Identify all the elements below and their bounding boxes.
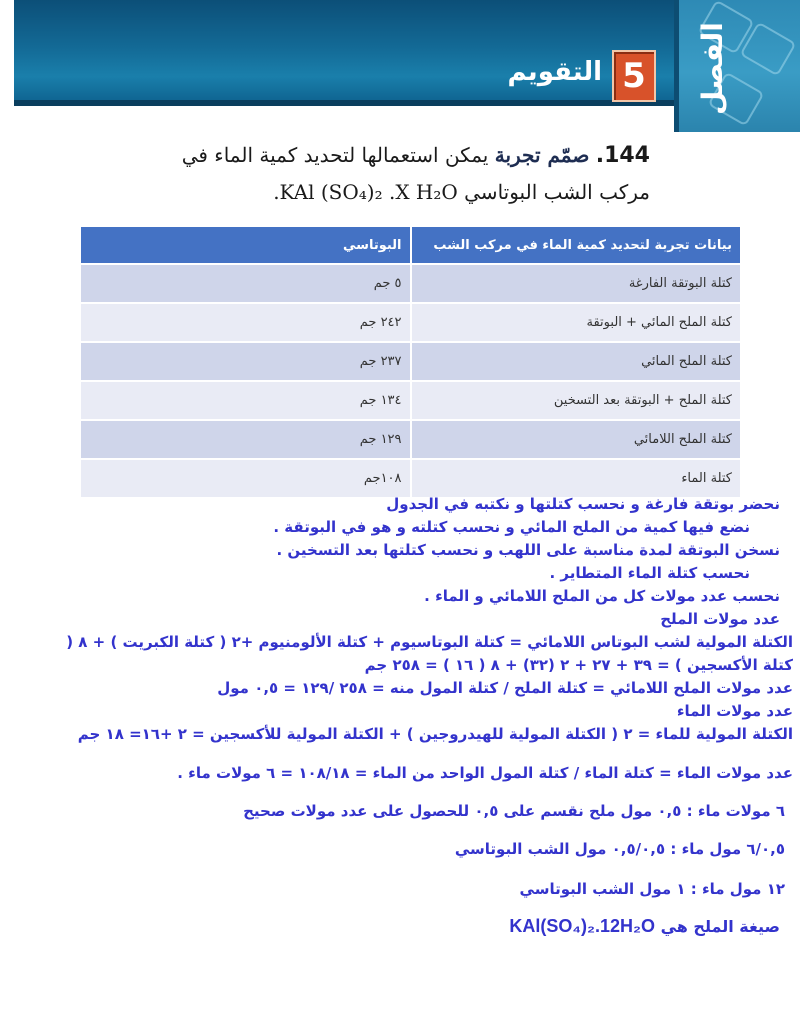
table-header-cell: البوتاسي <box>81 227 411 264</box>
table-cell-value: ٥ جم <box>81 264 411 303</box>
table-cell-value: ١٣٤ جم <box>81 381 411 420</box>
answer-line: عدد مولات الملح اللامائي = كتلة الملح / كتلة المول منه = ٢٥٨ /١٢٩ = ٠,٥ مول <box>217 679 793 697</box>
answer-line: عدد مولات الماء <box>676 702 793 720</box>
answer-line: نحضر بوتقة فارغة و نحسب كتلتها و نكتبه في الجدول <box>386 495 780 513</box>
formula-label: صيغة الملح هي <box>660 917 780 936</box>
answer-line: عدد مولات الماء = كتلة الماء / كتلة المول الواحد من الماء = ١٠٨/١٨ = ٦ مولات ماء . <box>177 764 793 782</box>
formula-line <box>509 912 780 941</box>
table-cell-label: كتلة الملح + البوتقة بعد التسخين <box>411 381 740 420</box>
table-cell-value: ٢٤٢ جم <box>81 303 411 342</box>
formula-text: KAl(SO₄)₂.12H₂O <box>509 916 655 936</box>
table-cell-value: ١٢٩ جم <box>81 420 411 459</box>
answer-line: ٦ مولات ماء : ٠,٥ مول ملح نقسم على ٠,٥ للحصول على عدد مولات صحيح <box>243 802 785 820</box>
table-cell-value: ٢٣٧ جم <box>81 342 411 381</box>
answer-line: ٦/٠,٥ مول ماء : ٠,٥/٠,٥ مول الشب البوتاسي <box>454 840 785 858</box>
question-line-1-rest: يمكن استعمالها لتحديد كمية الماء في <box>181 143 489 167</box>
answer-line: نضع فيها كمية من الملح المائي و نحسب كتلته و هو في البوتقة . <box>273 518 750 536</box>
table-cell-label: كتلة الملح المائي <box>411 342 740 381</box>
chapter-number: 5 <box>612 50 656 102</box>
answer-line: الكتلة المولية للماء = ٢ ( الكتلة المولية للهيدروجين ) + الكتلة المولية للأكسجين = ٢ +١٦= ١٨ جم <box>77 725 793 743</box>
answer-line: ١٢ مول ماء : ١ مول الشب البوتاسي <box>519 880 785 898</box>
answer-line: كتلة الأكسجين ) = ٣٩ + ٢٧ + ٢ (٣٢) + ٨ ( ١٦ ) = ٢٥٨ جم <box>364 656 793 674</box>
section-title: التقويم <box>507 57 602 87</box>
table-cell-value: ١٠٨جم <box>81 459 411 497</box>
table-cell-label: كتلة الملح المائي + البوتقة <box>411 303 740 342</box>
answer-line: الكتلة المولية لشب البوتاس اللامائي = كتلة البوتاسيوم + كتلة الألومنيوم +٢ ( كتلة الكبريت ) + ٨ ( <box>66 633 793 651</box>
chapter-label: الفصل <box>696 22 729 115</box>
answer-line: نحسب عدد مولات كل من الملح اللامائي و الماء . <box>424 587 780 605</box>
table-header-cell: بيانات تجربة لتحديد كمية الماء في مركب الشب <box>411 227 740 264</box>
question-line-2: مركب الشب البوتاسي KAl (SO₄)₂ .X H₂O. <box>273 180 650 204</box>
table-cell-label: كتلة الملح اللامائي <box>411 420 740 459</box>
question-heading: صمّم تجربة <box>494 143 590 167</box>
table-cell-label: كتلة الماء <box>411 459 740 497</box>
answer-line: نسخن البوتقة لمدة مناسبة على اللهب و نحسب كتلتها بعد التسخين . <box>276 541 780 559</box>
answer-line: عدد مولات الملح <box>660 610 780 628</box>
question-number: 144. <box>595 143 650 168</box>
table-cell-label: كتلة البوتقة الفارغة <box>411 264 740 303</box>
answer-line: نحسب كتلة الماء المتطاير . <box>549 564 750 582</box>
